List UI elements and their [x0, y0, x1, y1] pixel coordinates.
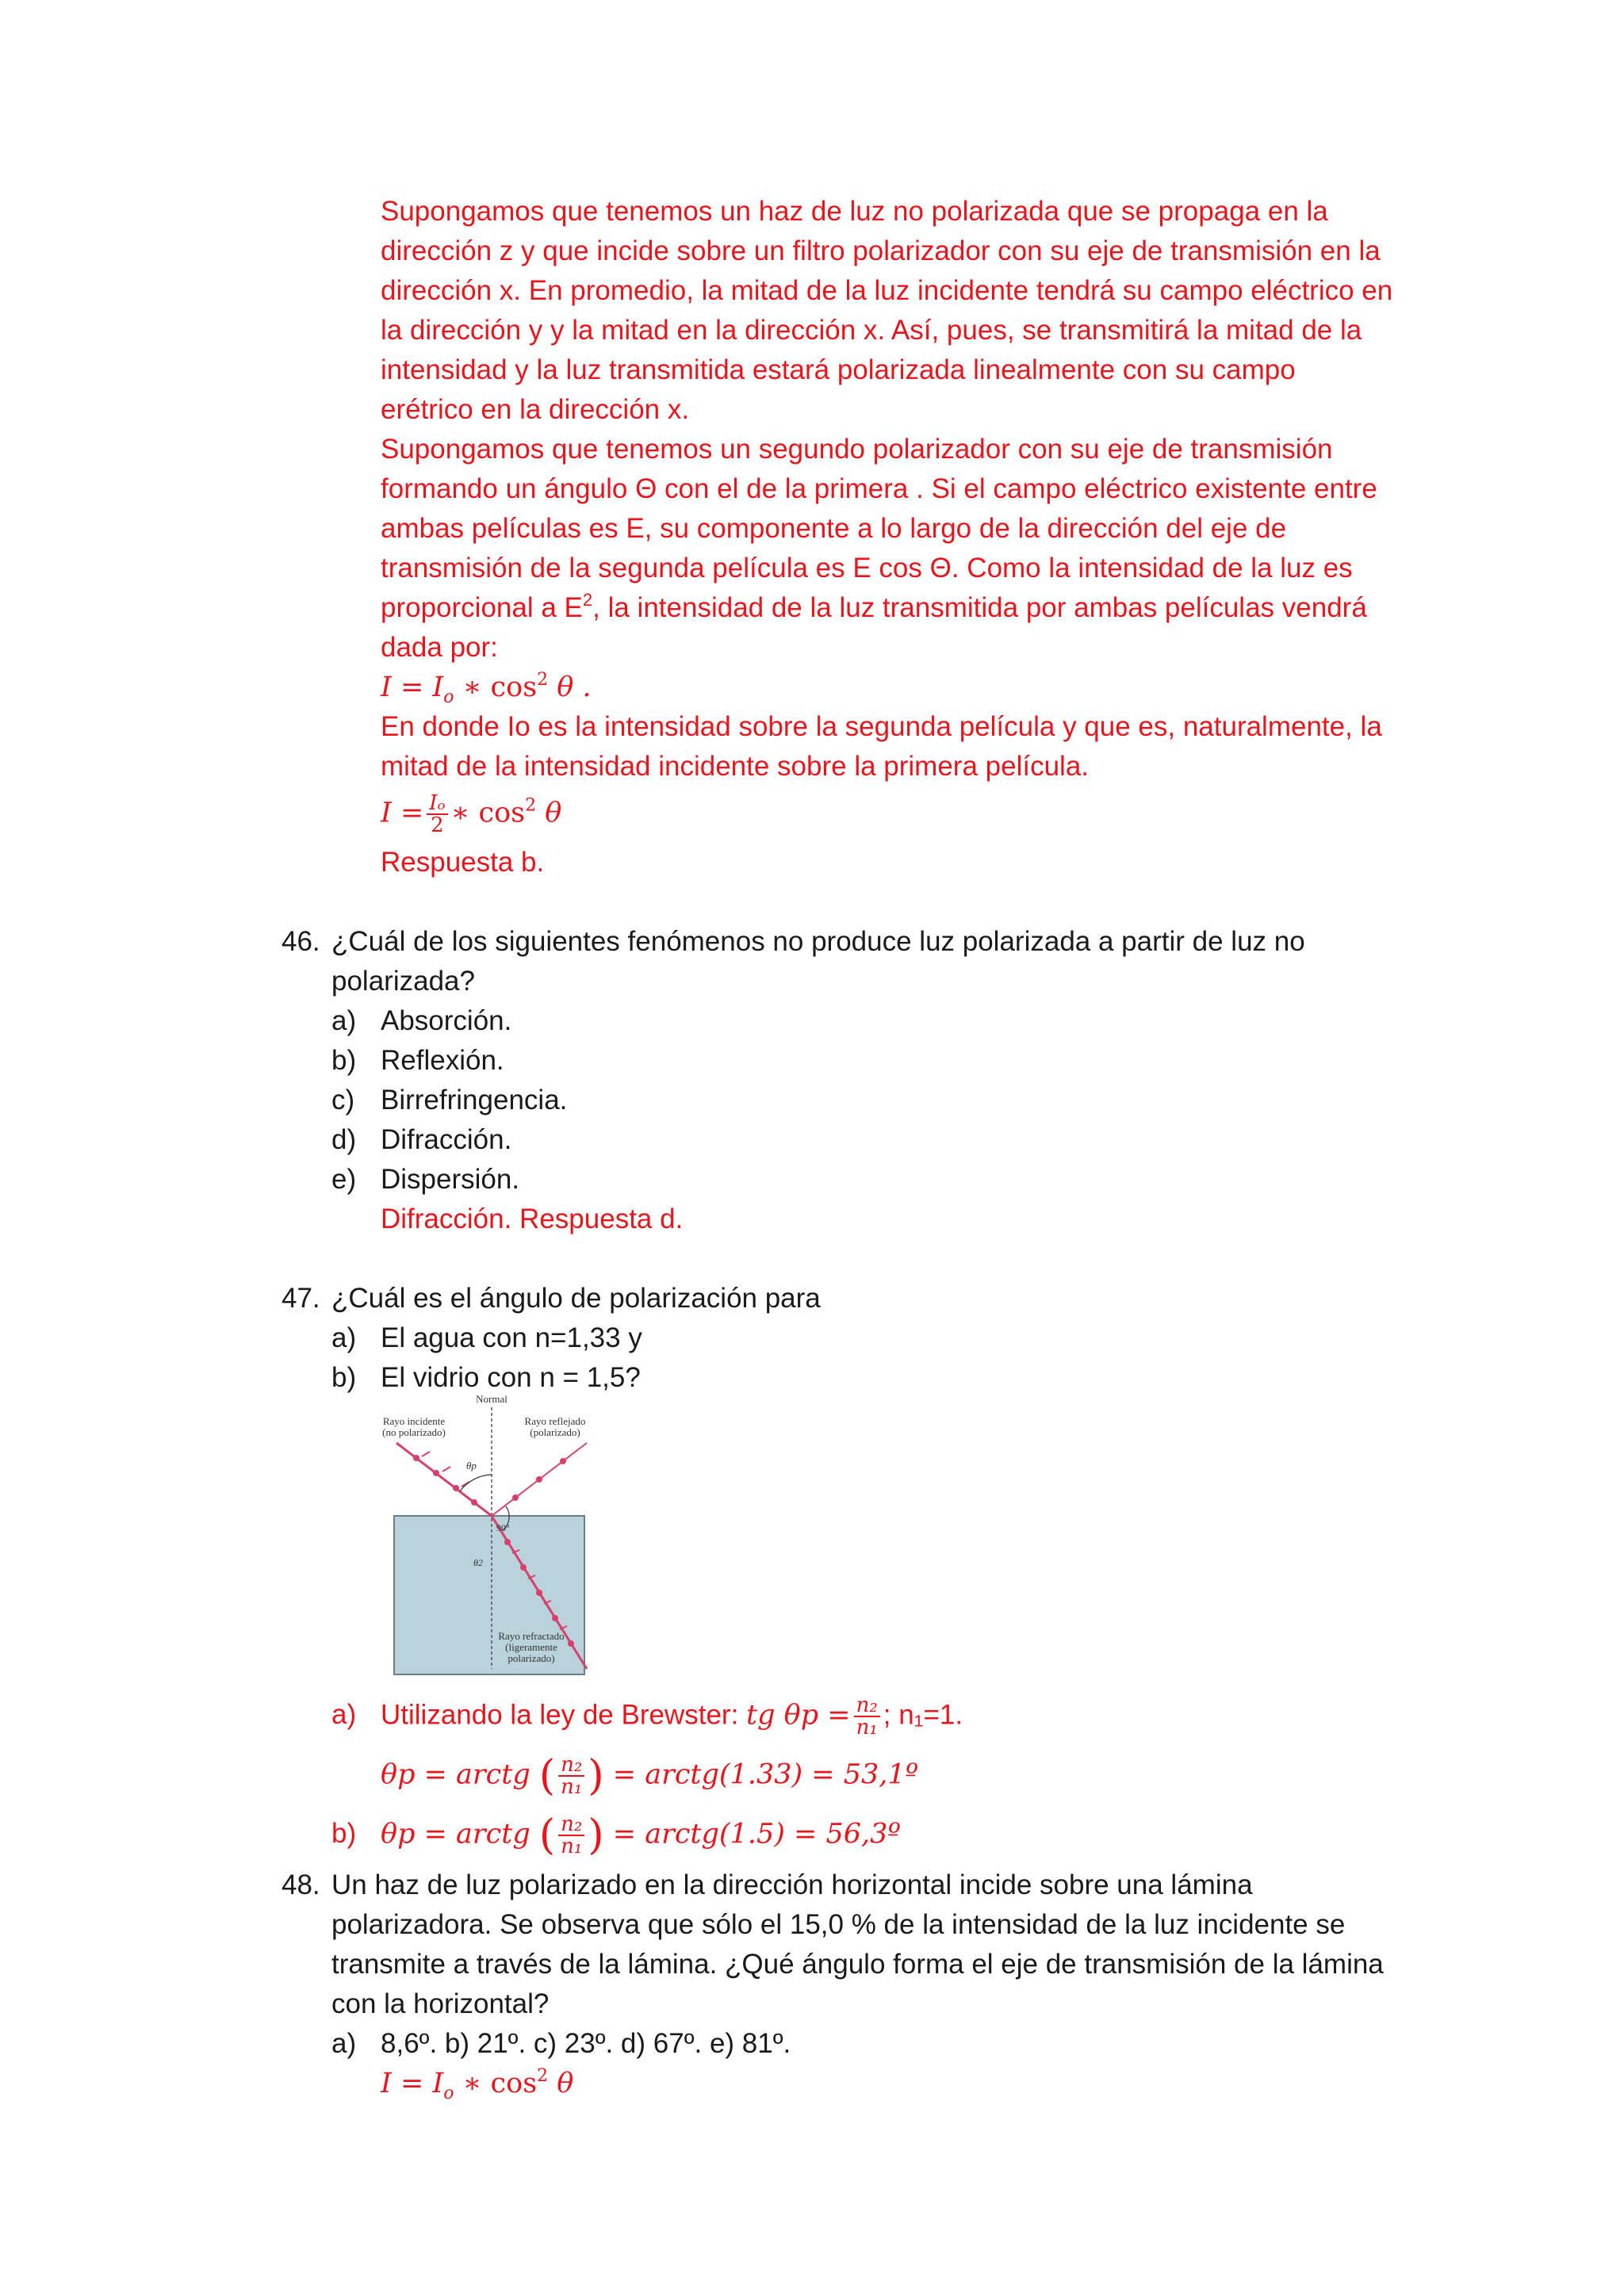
option-letter: b) [331, 1362, 357, 1393]
question-text: con la horizontal? [331, 1988, 550, 2019]
question-text: ¿Cuál de los siguientes fenómenos no produce luz polarizada a partir de luz no [331, 926, 1305, 957]
text-line: proporcional a $E^2$, la intensidad de la luz transmitida por ambas películas vendrá [381, 590, 1367, 623]
options-text: 8,6º. b) 21º. c) 23º. d) 67º. e) 81º. [381, 2028, 791, 2059]
option-letter: a) [331, 1699, 357, 1730]
text-line: ambas películas es E, su componente a lo largo de la dirección del eje de [381, 513, 1287, 544]
text-line: dirección x. En promedio, la mitad de la luz incidente tendrá su campo eléctrico en [381, 275, 1393, 306]
solution-formula: θp = arctg ( $\frac{\text{n₂}}{\text{n₁}}$ ) = arctg(1.33) = 53,1º [381, 1752, 919, 1800]
text-line: erétrico en la dirección x. [381, 394, 690, 425]
option-text: Dispersión. [381, 1164, 520, 1195]
question-text: ¿Cuál es el ángulo de polarización para [331, 1283, 821, 1314]
right-angle-label: 90° [496, 1522, 510, 1533]
brewster-angle-figure [373, 1391, 611, 1677]
question-text: polarizada? [331, 966, 475, 997]
answer-text: Respuesta b. [381, 847, 545, 878]
solution-line: Utilizando la ley de Brewster: tg θp = $\frac{\text{n₂}}{\text{n₁}}$ ; n₁=1. [381, 1693, 963, 1739]
question-number: 47. [282, 1283, 320, 1314]
option-letter: e) [331, 1164, 357, 1195]
theta-p-label: θp [466, 1460, 477, 1471]
option-text: Reflexión. [381, 1045, 504, 1076]
text-line: formando un ángulo Θ con el de la primera . Si el campo eléctrico existente entre [381, 473, 1377, 504]
formula-intensity-half: I = $\frac{\text{Iₒ}}{2}$ ∗ $\cos^2 \theta$ [381, 791, 562, 837]
refracted-label: (ligeramente [505, 1641, 557, 1653]
option-text: El vidrio con n = 1,5? [381, 1362, 641, 1393]
reflected-label: Rayo reflejado [524, 1415, 586, 1427]
text-line: intensidad y la luz transmitida estará polarizada linealmente con su campo [381, 354, 1296, 385]
option-text: Birrefringencia. [381, 1085, 568, 1115]
option-text: Absorción. [381, 1005, 512, 1036]
text-line: mitad de la intensidad incidente sobre la primera película. [381, 751, 1090, 782]
normal-label: Normal [476, 1393, 508, 1405]
option-letter: a) [331, 1005, 357, 1036]
incident-label: Rayo incidente [382, 1415, 446, 1427]
formula-intensity: $I = I_o$ ∗ $\cos^2 \theta$ [381, 2066, 574, 2103]
question-text: transmite a través de la lámina. ¿Qué ángulo forma el eje de transmisión de la lámina [331, 1949, 1384, 1980]
question-text: polarizadora. Se observa que sólo el 15,0 % de la intensidad de la luz incidente se [331, 1909, 1346, 1940]
answer-text: Difracción. Respuesta d. [381, 1203, 684, 1234]
incident-ray [396, 1443, 492, 1516]
question-number: 48. [282, 1869, 320, 1900]
refracted-label: polarizado) [508, 1652, 555, 1664]
refracted-label: Rayo refractado [498, 1630, 565, 1642]
option-letter: b) [331, 1818, 357, 1849]
theta-p-arc [460, 1475, 492, 1491]
text-line: la dirección y y la mitad en la dirección x. Así, pues, se transmitirá la mitad de la [381, 315, 1362, 346]
option-letter: b) [331, 1045, 357, 1076]
text-line: Supongamos que tenemos un haz de luz no polarizada que se propaga en la [381, 196, 1328, 227]
text-line: dirección z y que incide sobre un filtro polarizador con su eje de transmisión en la [381, 235, 1381, 266]
option-letter: a) [331, 1322, 357, 1353]
option-letter: c) [331, 1085, 355, 1115]
option-letter: a) [331, 2028, 357, 2059]
reflected-label: (polarizado) [530, 1426, 580, 1438]
option-text: Difracción. [381, 1124, 512, 1155]
text-line: Supongamos que tenemos un segundo polarizador con su eje de transmisión [381, 434, 1333, 465]
option-letter: d) [331, 1124, 357, 1155]
incident-label: (no polarizado) [382, 1426, 446, 1438]
text-line: dada por: [381, 632, 498, 663]
solution-formula: θp = arctg ( $\frac{\text{n₂}}{\text{n₁}}$ ) = arctg(1.5) = 56,3º [381, 1812, 901, 1859]
formula-intensity: $I = I_o$ ∗ $\cos^2 \theta$ . [381, 670, 592, 707]
question-number: 46. [282, 926, 320, 957]
option-text: El agua con n=1,33 y [381, 1322, 642, 1353]
question-text: Un haz de luz polarizado en la dirección horizontal incide sobre una lámina [331, 1869, 1253, 1900]
text-line: transmisión de la segunda película es E cos Θ. Como la intensidad de la luz es [381, 553, 1353, 584]
theta-2-label: θ2 [473, 1557, 483, 1568]
text-line: En donde Io es la intensidad sobre la segunda película y que es, naturalmente, la [381, 711, 1382, 742]
brewster-diagram [373, 1391, 611, 1677]
